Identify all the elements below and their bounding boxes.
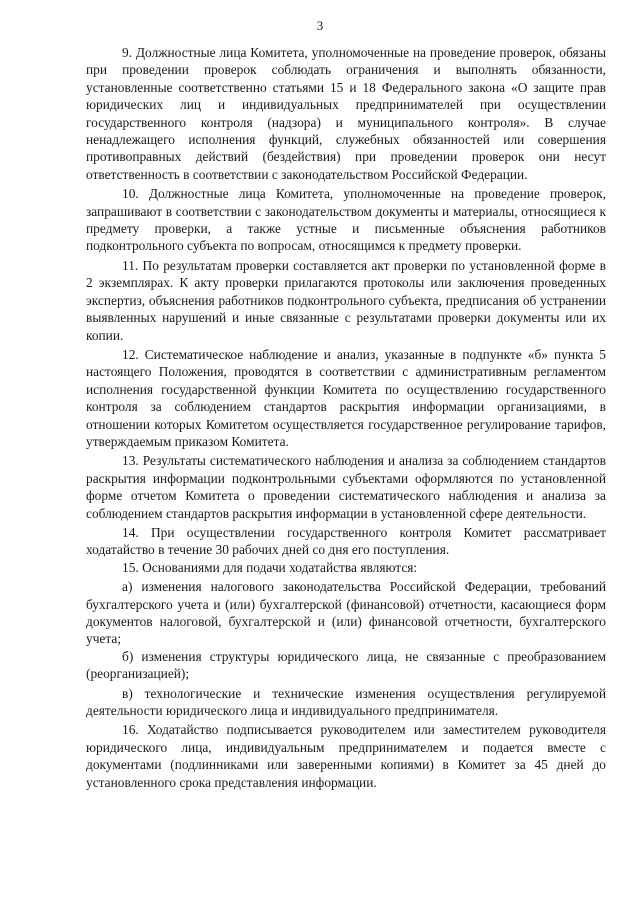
paragraph-13: 13. Результаты систематического наблюдения и анализа за соблюдением стандартов раскрытия информации подконтрольными субъектами оформляются по установленной форме отчетом Комитета о проведении систематического наблюдения и анализа за соблюдением стандартов раскрытия информации в установленной сфере деятельности.	[86, 453, 606, 521]
paragraph-15-b: б) изменения структуры юридического лица, не связанные с преобразованием (реорганизацией);	[86, 648, 606, 682]
paragraph-15-v: в) технологические и технические изменения осуществления регулируемой деятельности юридического лица и индивидуального предпринимателя.	[86, 685, 606, 719]
paragraph-9: 9. Должностные лица Комитета, уполномоченные на проведение проверок, обязаны при проведении проверок соблюдать ограничения и выполнять обязанности, установленные соответственно статьями 15 и 18 Федерального закона «О защите прав юридических лиц и индивидуальных предпринимателей при осуществлении государственного контроля (надзора) и муниципального контроля». В случае ненадлежащего исполнения функций, служебных обязанностей или совершения противоправных действий (бездействия) при проведении проверок они несут ответственность в соответствии с законодательством Российской Федерации.	[86, 45, 606, 182]
page-number: 3	[316, 18, 324, 33]
paragraph-10: 10. Должностные лица Комитета, уполномоченные на проведение проверок, запрашивают в соответствии с законодательством документы и материалы, относящиеся к предмету проверки, а также устные и письменные объяснения работников подконтрольного субъекта по вопросам, относящимся к предмету проверки.	[86, 186, 606, 254]
paragraph-12: 12. Систематическое наблюдение и анализ, указанные в подпункте «б» пункта 5 настоящего Положения, проводятся в соответствии с административным регламентом исполнения государственной функции Комитета по осуществлению государственного контроля за соблюдением стандартов раскрытия информации организациями, в отношении которых Комитетом осуществляется государственное регулирование тарифов, утверждаемым приказом Комитета.	[86, 346, 606, 449]
paragraph-16: 16. Ходатайство подписывается руководителем или заместителем руководителя юридического лица, индивидуальным предпринимателем и подается вместе с документами (подлинниками или заверенными копиями) в Комитет за 45 дней до установленного срока представления информации.	[86, 722, 606, 790]
paragraph-11: 11. По результатам проверки составляется акт проверки по установленной форме в 2 экземплярах. К акту проверки прилагаются протоколы или заключения проведенных экспертиз, объяснения работников подконтрольного субъекта, предписания об устранении выявленных нарушений и иные связанные с результатами проверки документы или их копии.	[86, 257, 606, 343]
document-body	[86, 44, 606, 791]
paragraph-15-a: а) изменения налогового законодательства Российской Федерации, требований бухгалтерского учета и (или) бухгалтерской (финансовой) отчетности, касающиеся форм документов налоговой, бухгалтерской и (или) финансовой отчетности, бухгалтерского учета;	[86, 579, 606, 647]
paragraph-15: 15. Основаниями для подачи ходатайства являются:	[122, 559, 418, 575]
paragraph-14: 14. При осуществлении государственного контроля Комитет рассматривает ходатайство в течение 30 рабочих дней со дня его поступления.	[86, 524, 606, 558]
